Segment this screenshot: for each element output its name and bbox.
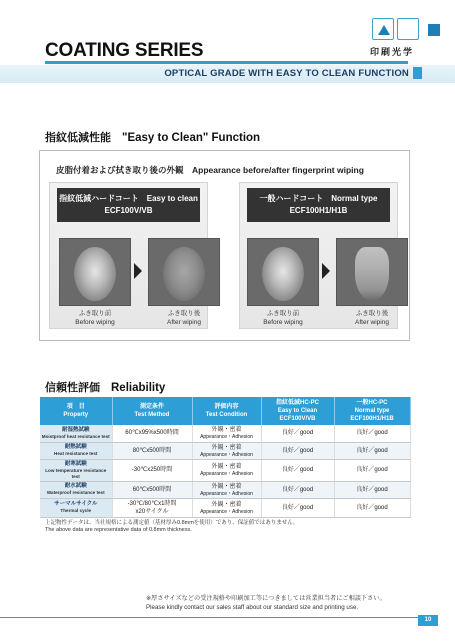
- property-en: Moistproof heat resistance test: [41, 433, 110, 439]
- table-header-row: [40, 397, 410, 425]
- header-test-condition: [192, 397, 261, 425]
- normal-type-product: ECF100H1/H1B: [289, 206, 348, 215]
- method-text: 60℃x95%x500時間: [125, 430, 179, 437]
- caption-en: Before wiping: [263, 319, 303, 326]
- normal-type-panel-header: [247, 188, 390, 222]
- condition-en: Appearance・Adhesion: [200, 451, 253, 458]
- easy-clean-label: 指紋低減ハードコート Easy to clean: [59, 194, 198, 203]
- header-property: [40, 397, 112, 425]
- row-property: [40, 425, 112, 442]
- table-row: [40, 481, 410, 498]
- square-icon: [428, 24, 440, 36]
- header-en2: ECF100V/VB: [279, 416, 316, 422]
- arrow-right-icon: [134, 263, 142, 279]
- caption-jp: ふき取り前: [78, 310, 112, 317]
- photo-normal-before: [247, 238, 319, 306]
- table-note: [45, 520, 299, 534]
- logo-mark-left: [372, 18, 394, 40]
- row-condition: [192, 459, 261, 481]
- property-jp: 耐熱試験: [64, 444, 87, 450]
- fingerprint-image: [262, 247, 304, 301]
- caption-en: Before wiping: [75, 319, 115, 326]
- condition-jp: 外観・密着: [211, 427, 242, 434]
- caption-normal-after: [336, 309, 408, 329]
- section-heading-reliability: [45, 379, 165, 395]
- company-logo: [372, 18, 422, 58]
- condition-en: Appearance・Adhesion: [200, 434, 253, 441]
- header-jp: 項 目: [66, 404, 85, 410]
- caption-jp: ふき取り後: [355, 310, 389, 317]
- logo-mark-right: [397, 18, 419, 40]
- header-en: Test Condition: [205, 412, 248, 418]
- row-normal-result: 良好／good: [334, 481, 410, 498]
- contact-note-jp: ※厚さサイズなどの受注規格や印刷加工等につきましては営業担当者にご相談下さい。: [146, 595, 386, 602]
- row-normal-result: 良好／good: [334, 442, 410, 459]
- row-normal-result: 良好／good: [334, 459, 410, 481]
- table-row: [40, 425, 410, 442]
- condition-en: Appearance・Adhesion: [200, 471, 253, 477]
- property-jp: サーマルサイクル: [54, 501, 98, 507]
- property-jp: 耐水試験: [64, 483, 87, 489]
- section-heading-en: "Easy to Clean" Function: [122, 132, 261, 144]
- row-property: [40, 481, 112, 498]
- easy-clean-product: ECF100V/VB: [104, 206, 153, 215]
- fingerprint-image: [74, 247, 116, 301]
- header-jp: 一般HC-PC: [356, 400, 388, 406]
- property-en: Low temperature resistance test: [45, 467, 107, 479]
- logo-text: 印刷光学: [370, 47, 415, 57]
- normal-type-label: 一般ハードコート Normal type: [259, 194, 378, 203]
- arrow-right-icon: [322, 263, 330, 279]
- row-method: [112, 442, 192, 459]
- header-en: Test Method: [134, 412, 170, 418]
- method-text-2: x20サイクル: [135, 508, 169, 515]
- table-row: [40, 498, 410, 517]
- section-heading-jp: 指紋低減性能: [45, 132, 111, 144]
- method-text: -30℃/80℃x1時間: [127, 500, 177, 507]
- fingerprint-image: [163, 247, 205, 301]
- section-heading-easy-clean: [45, 129, 260, 145]
- section-heading-jp: 信頼性評価: [45, 382, 100, 394]
- row-easy-result: 良好／good: [261, 459, 334, 481]
- triangle-icon: [378, 25, 390, 35]
- row-normal-result: 良好／good: [334, 425, 410, 442]
- row-easy-result: 良好／good: [261, 481, 334, 498]
- table-note-en: The above data are representative data of 0.8mm thickness.: [45, 527, 192, 533]
- row-condition: [192, 498, 261, 517]
- row-normal-result: 良好／good: [334, 498, 410, 517]
- header-test-method: [112, 397, 192, 425]
- row-condition: [192, 425, 261, 442]
- table-row: [40, 459, 410, 481]
- page-number: 10: [418, 615, 438, 626]
- caption-normal-before: [247, 309, 319, 329]
- property-en: Thermal cycle: [60, 508, 92, 513]
- contact-note-en: Please kindly contact our sales staff about our standard size and printing use.: [146, 604, 359, 611]
- header-en: Property: [63, 412, 89, 418]
- header-en: Easy to Clean: [277, 408, 318, 414]
- header-jp: 指紋低減HC-PC: [276, 400, 319, 406]
- row-property: [40, 498, 112, 517]
- header-jp: 評価内容: [214, 404, 239, 410]
- condition-jp: 外観・密着: [211, 444, 242, 451]
- header-normal-type: [334, 397, 410, 425]
- condition-en: Appearance・Adhesion: [200, 490, 253, 497]
- condition-jp: 外観・密着: [211, 464, 242, 470]
- row-method: [112, 425, 192, 442]
- photo-easy-before: [59, 238, 131, 306]
- row-property: [40, 459, 112, 481]
- fingerprint-box-title: 皮脂付着および拭き取り後の外観 Appearance before/after fingerprint wiping: [56, 165, 364, 175]
- row-method: [112, 481, 192, 498]
- photo-normal-after: [336, 238, 408, 306]
- method-text: -30℃x250時間: [131, 467, 173, 473]
- method-text: 80℃x500時間: [132, 447, 172, 454]
- property-en: Heat resistance test: [54, 451, 98, 456]
- property-en: Waterproof resistance test: [46, 490, 105, 495]
- property-jp: 耐湿熱試験: [61, 426, 90, 433]
- header-en: Normal type: [354, 408, 390, 414]
- header-rule: [45, 61, 408, 64]
- subtitle-marker: [413, 67, 422, 79]
- condition-jp: 外観・密着: [211, 483, 242, 490]
- section-heading-en: Reliability: [111, 382, 166, 394]
- row-easy-result: 良好／good: [261, 498, 334, 517]
- row-condition: [192, 481, 261, 498]
- table-note-jp: 上記物性データは、当社規格による測定値（基材厚み0.8mmを使用）であり、保証値ではありません。: [45, 520, 299, 526]
- caption-en: After wiping: [355, 319, 389, 326]
- row-condition: [192, 442, 261, 459]
- header-easy-clean: [261, 397, 334, 425]
- page-subtitle: OPTICAL GRADE WITH EASY TO CLEAN FUNCTION: [164, 68, 409, 79]
- fingerprint-image: [355, 247, 389, 301]
- easy-clean-panel-header: [57, 188, 200, 222]
- contact-note: [146, 594, 386, 612]
- condition-jp: 外観・密着: [211, 501, 242, 508]
- photo-easy-after: [148, 238, 220, 306]
- header-jp: 測定条件: [139, 404, 164, 410]
- property-jp: 耐寒試験: [64, 460, 87, 467]
- reliability-table: [40, 397, 411, 518]
- condition-en: Appearance・Adhesion: [200, 508, 253, 515]
- table-row: [40, 442, 410, 459]
- caption-jp: ふき取り後: [167, 310, 201, 317]
- caption-en: After wiping: [167, 319, 201, 326]
- row-easy-result: 良好／good: [261, 442, 334, 459]
- row-method: [112, 459, 192, 481]
- method-text: 60℃x500時間: [132, 486, 172, 493]
- page-title: COATING SERIES: [45, 40, 204, 61]
- footer-rule: [0, 617, 430, 618]
- row-method: [112, 498, 192, 517]
- caption-easy-after: [148, 309, 220, 329]
- caption-easy-before: [59, 309, 131, 329]
- row-easy-result: 良好／good: [261, 425, 334, 442]
- caption-jp: ふき取り前: [266, 310, 300, 317]
- header-en2: ECF100H1/H1B: [350, 416, 394, 422]
- row-property: [40, 442, 112, 459]
